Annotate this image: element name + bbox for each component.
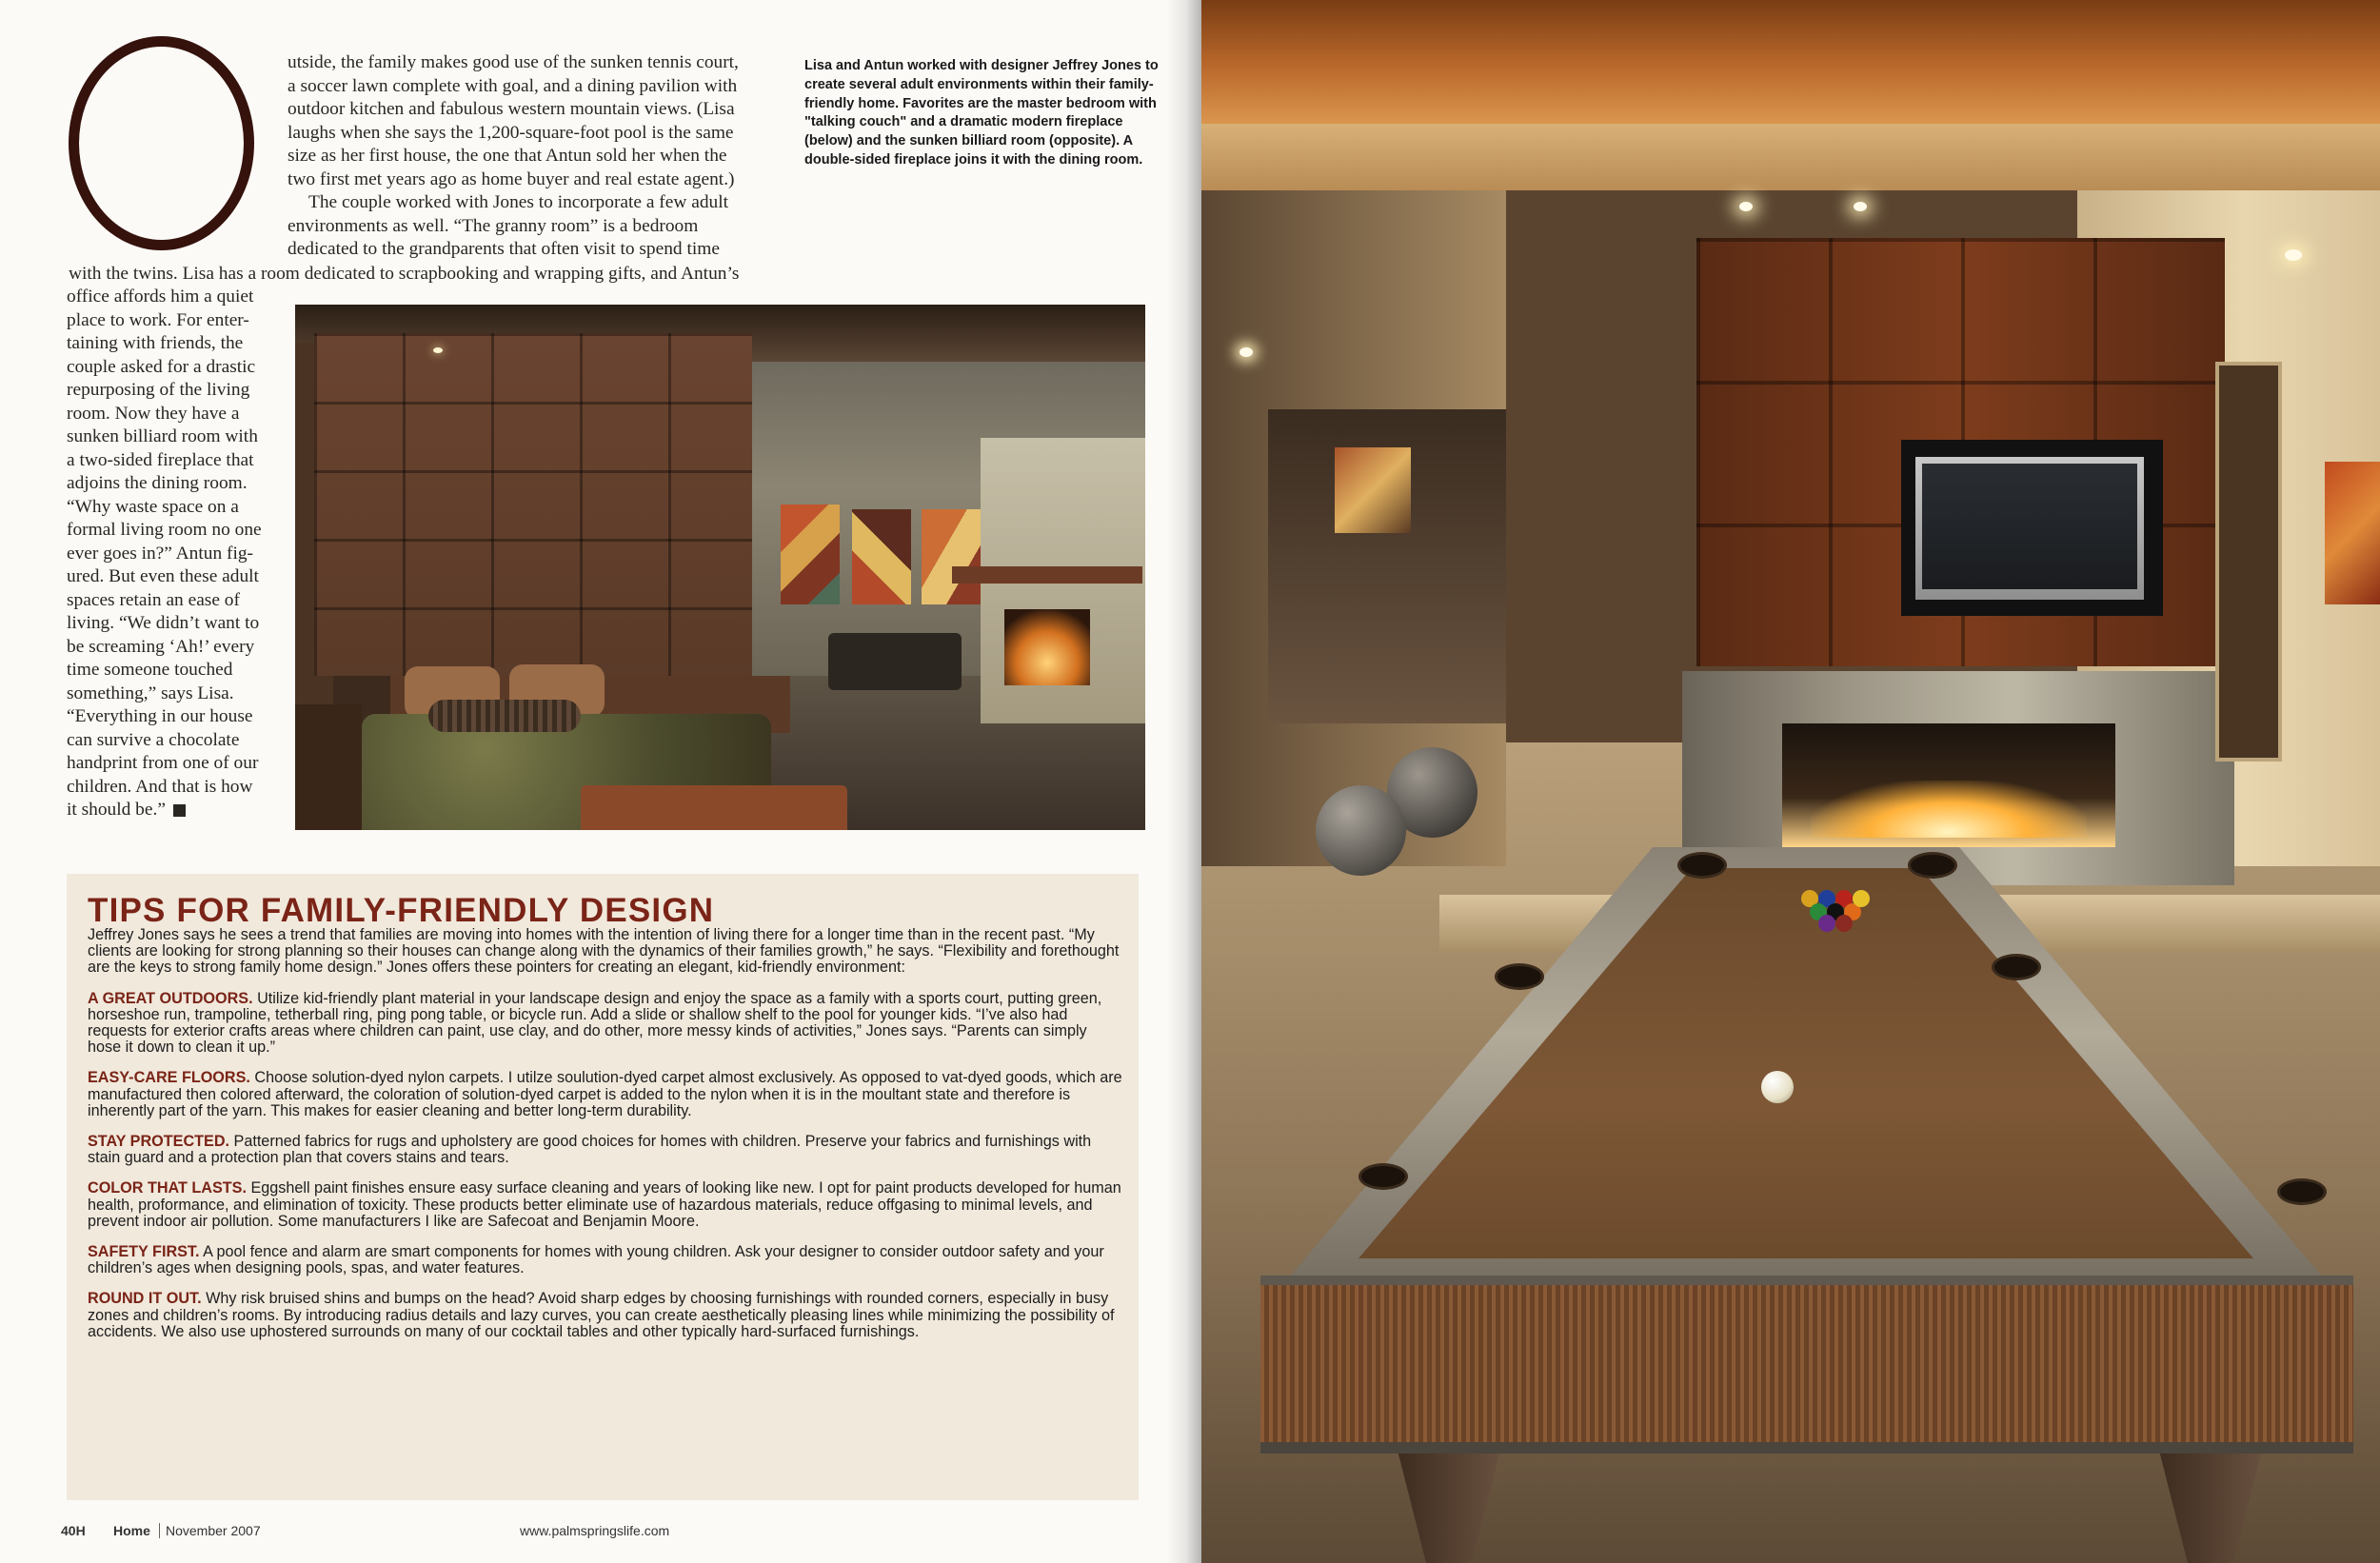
sofa bbox=[828, 633, 962, 690]
wall-art bbox=[852, 509, 911, 604]
article-line: repurposing of the living bbox=[67, 380, 250, 400]
tips-title: TIPS FOR FAMILY-FRIENDLY DESIGN bbox=[88, 892, 715, 929]
tips-content bbox=[88, 927, 1123, 1355]
tip-heading: ROUND IT OUT. bbox=[88, 1290, 202, 1308]
article-line: taining with friends, the bbox=[67, 333, 244, 353]
tip-item bbox=[88, 1134, 1123, 1166]
tip-text: Patterned fabrics for rugs and upholstery are good choices for homes with children. Preserve your fabrics and furnishings with stain guard and a protection plan that covers stains and tears. bbox=[88, 1133, 1092, 1167]
drop-cap-o bbox=[69, 36, 254, 250]
article-line: “Why waste space on a bbox=[67, 496, 239, 517]
leather-bench bbox=[581, 785, 847, 830]
article-line: size as her first house, the one that Antun sold her when the bbox=[288, 146, 727, 166]
wall-art bbox=[2325, 462, 2380, 604]
tip-item bbox=[88, 1070, 1123, 1119]
article-line: formal living room no one bbox=[67, 520, 262, 540]
article-line: environments as well. “The granny room” is a bedroom bbox=[288, 215, 699, 236]
fireplace bbox=[1004, 609, 1090, 685]
tip-heading: EASY-CARE FLOORS. bbox=[88, 1069, 250, 1087]
article-opening bbox=[288, 51, 764, 262]
article-column bbox=[67, 286, 288, 822]
tip-text: Choose solution-dyed nylon carpets. I utilze soulution-dyed carpet almost exclusively. As opposed to vat-dyed goods, which are manufactured then colored afterward, the coloration of solution-dyed carpet is added to the nylon when it is in the moultant state and therefore is inherently part of the yarn. This makes for easier cleaning and better long-term durability. bbox=[88, 1069, 1122, 1119]
article-line: ured. But even these adult bbox=[67, 566, 259, 586]
article-line: dedicated to the grandparents that often visit to spend time bbox=[288, 239, 720, 259]
article-last-line bbox=[67, 799, 288, 822]
wall-art bbox=[922, 509, 981, 604]
article-paragraph-2 bbox=[288, 191, 764, 262]
fireplace-flames bbox=[1811, 781, 2087, 838]
wood-ceiling bbox=[1201, 0, 2380, 143]
bedroom-photo bbox=[295, 305, 1145, 830]
tip-text: A pool fence and alarm are smart components for homes with young children. Ask your designer to consider outdoor safety and your children’s ages when designing pools, spas, and water features. bbox=[88, 1243, 1104, 1277]
cue-ball bbox=[1761, 1071, 1794, 1103]
billiard-room-photo bbox=[1201, 0, 2380, 1563]
cue-rack bbox=[2215, 362, 2282, 762]
article-line: be screaming ‘Ah!’ every bbox=[67, 636, 255, 657]
tip-text: Why risk bruised shins and bumps on the head? Avoid sharp edges by choosing furnishings with rounded corners, especially in busy zones and children’s rooms. By introducing radius details and lazy curves, you can create aesthetically pleasing lines while minimizing the possibility of accidents. We also use uphostered surrounds on many of our cocktail tables and other typically hard-surfaced furnishings. bbox=[88, 1290, 1115, 1340]
tip-heading: A GREAT OUTDOORS. bbox=[88, 989, 253, 1007]
article-line: it should be.” bbox=[67, 800, 166, 820]
tip-heading: COLOR THAT LASTS. bbox=[88, 1179, 247, 1197]
ceiling-spotlight bbox=[1240, 347, 1253, 357]
page-footer bbox=[61, 1523, 1137, 1544]
article-full-line: with the twins. Lisa has a room dedicated to scrapbooking and wrapping gifts, and Antun’s bbox=[69, 264, 740, 284]
website-url: www.palmspringslife.com bbox=[520, 1523, 670, 1538]
article-line: ever goes in?” Antun fig- bbox=[67, 543, 253, 564]
article-line: room. Now they have a bbox=[67, 403, 240, 424]
table-pocket bbox=[1359, 1163, 1408, 1190]
article-line: can survive a chocolate bbox=[67, 729, 240, 750]
article-line: place to work. For enter- bbox=[67, 309, 249, 330]
tip-text: Utilize kid-friendly plant material in your landscape design and enjoy the space as a family with a sports court, putting green, horseshoe run, trampoline, tetherball ring, ping pong table, or bicycle run. Add a slide or shallow shelf to the pool for younger kids. “I’ve also had requests for exterior crafts areas where children can paint, use clay, and do other, more messy kinds of activities,” Jones says. “Parents can simply hose it down to clean it up.” bbox=[88, 989, 1102, 1057]
billiard-ball bbox=[1835, 915, 1853, 932]
tip-item bbox=[88, 1180, 1123, 1230]
table-pocket bbox=[1677, 852, 1727, 879]
table-pocket bbox=[1908, 852, 1957, 879]
article-line: children. And that is how bbox=[67, 776, 253, 797]
article-line: spaces retain an ease of bbox=[67, 589, 240, 610]
article-line: two first met years ago as home buyer and real estate agent.) bbox=[288, 168, 735, 189]
fireplace-mantel bbox=[952, 566, 1142, 584]
pool-table-apron bbox=[1260, 1276, 2353, 1454]
tv-screen bbox=[1922, 464, 2137, 589]
article-line: time someone touched bbox=[67, 660, 233, 680]
article-line: a soccer lawn complete with goal, and a dining pavilion with bbox=[288, 75, 738, 96]
stone-sphere bbox=[1316, 785, 1406, 876]
nightstand bbox=[295, 704, 362, 830]
end-of-story-mark bbox=[173, 804, 186, 817]
section-name: Home bbox=[113, 1523, 150, 1538]
table-pocket bbox=[2277, 1178, 2327, 1205]
tips-intro: Jeffrey Jones says he sees a trend that families are moving into homes with the intention of living there for a longer time than in the recent past. “My clients are looking for strong planning so their houses can change along with the dynamics of their families growth,” he says. “Flexibility and forethought are the keys to strong family home design.” Jones offers these pointers for creating an elegant, kid-friendly environment: bbox=[88, 926, 1120, 977]
billiard-ball bbox=[1818, 915, 1835, 932]
table-pocket bbox=[1992, 954, 2041, 980]
page-number: 40H bbox=[61, 1523, 86, 1538]
photo-caption: Lisa and Antun worked with designer Jeffrey Jones to create several adult environments within their family-friendly home. Favorites are the master bedroom with "talking couch" and a dramatic modern fireplace (below) and the sunken billiard room (opposite). A double-sided fireplace joins it with the dining room. bbox=[804, 58, 1159, 168]
bolster-pillow bbox=[428, 700, 581, 732]
tip-heading: STAY PROTECTED. bbox=[88, 1133, 230, 1151]
ceiling-light bbox=[433, 347, 443, 353]
article-line: something,” says Lisa. bbox=[67, 683, 234, 703]
ceiling-spotlight bbox=[2285, 249, 2302, 261]
article-line: sunken billiard room with bbox=[67, 426, 258, 446]
table-pocket bbox=[1495, 963, 1544, 990]
footer-divider bbox=[159, 1523, 160, 1538]
issue-date: November 2007 bbox=[166, 1523, 261, 1538]
tip-heading: SAFETY FIRST. bbox=[88, 1243, 200, 1261]
article-line: office affords him a quiet bbox=[67, 287, 254, 307]
article-line: utside, the family makes good use of the sunken tennis court, bbox=[288, 52, 739, 72]
article-line: handprint from one of our bbox=[67, 753, 259, 773]
ceiling-soffit bbox=[1201, 124, 2380, 190]
billiard-ball bbox=[1853, 890, 1870, 907]
article-line: living. “We didn’t want to bbox=[67, 613, 260, 633]
hallway-art bbox=[1335, 447, 1411, 533]
page-gutter-shadow bbox=[1166, 0, 1201, 1563]
tip-text: Eggshell paint finishes ensure easy surface cleaning and years of looking like new. I opt for paint products developed for human health, proformance, and elimination of toxicity. These products better eliminate use of hazardous materials, reduce offgasing to minimal levels, and prevent indoor air pollution. Some manufacturers I like are Safecoat and Benjamin Moore. bbox=[88, 1179, 1121, 1230]
article-line: a two-sided fireplace that bbox=[67, 449, 254, 470]
article-line: “Everything in our house bbox=[67, 706, 253, 726]
article-line: laughs when she says the 1,200-square-foot pool is the same bbox=[288, 122, 734, 143]
tip-item bbox=[88, 991, 1123, 1057]
article-line: outdoor kitchen and fabulous western mountain views. (Lisa bbox=[288, 99, 735, 119]
article-paragraph-1 bbox=[288, 51, 764, 191]
article-line: adjoins the dining room. bbox=[67, 473, 248, 493]
tip-item bbox=[88, 1244, 1123, 1276]
article-line: couple asked for a drastic bbox=[67, 356, 256, 377]
ceiling-spotlight bbox=[1854, 202, 1867, 211]
wall-art bbox=[781, 505, 840, 604]
article-line: The couple worked with Jones to incorporate a few adult bbox=[308, 192, 728, 212]
tip-item bbox=[88, 1291, 1123, 1340]
padded-headboard bbox=[314, 333, 752, 676]
ceiling-spotlight bbox=[1739, 202, 1753, 211]
